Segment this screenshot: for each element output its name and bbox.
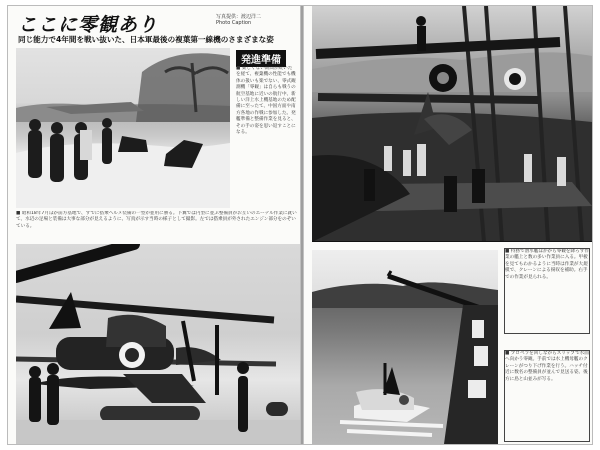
photo-credit-line-2: Photo Caption (216, 20, 252, 26)
seaplane-mooring-photo (16, 244, 300, 444)
photo-credit (216, 14, 261, 26)
article-subtitle: 同じ能力で4年間を戦い抜いた、日本軍最後の複葉第一線機のさまざまな姿 (18, 35, 274, 44)
photo-credit-line-1: 写真提供：渡辺洋二 (216, 14, 262, 20)
magazine-spread (8, 6, 592, 444)
seaplane-mooring-photo-art (16, 244, 300, 444)
article-title: ここに零観あり (18, 14, 159, 36)
right-page (304, 6, 592, 444)
launching-seaplane-photo (312, 250, 498, 444)
ship-crane-photo-art (312, 6, 592, 242)
ship-crane-photo (312, 6, 592, 242)
beach-photo (16, 48, 230, 208)
launching-seaplane-photo-art (312, 250, 498, 444)
sidebar-text: ■ 楽しくない期間が続いたを経て、複葉機の性能でも機体の扱いも楽でない、零式観測機「零観」は自らも戦うの航空基地に近いの航行中、新しい洋上水上機基地のため配備に至ったて、中国方面や南方各地の作戦に参加した。発艦準備と整備作業を見ると、その手の姿を思い返すことになる。 (236, 66, 296, 136)
left-page (8, 6, 300, 444)
section-heading-text: 発進準備 (241, 55, 281, 66)
right-caption-top: ■ 特務で潜水艦ほかから零観を降ろす作業の艦上と数の多い作業員に入る。甲板を見てもわかるように当時は作業が大規模で、クレーンによる揚収を補助。右手での作業が見られる。 (504, 248, 590, 334)
beach-photo-art (16, 48, 230, 208)
left-caption: ■ 昭和18年7月ほか前方基地で、すでに搭乗ヘルメ装備の一型が並用に勝る。下翼では円型に並ぶ整備員がお互いのエーテル作業に就いて、水辺の足場と装備は大事な部分が見えるように、写真が示す当時の様子として撮影。左では搭乗員が外されたエンジン部分をのぞいている。 (16, 211, 297, 229)
right-caption-bottom: ■ プロペラを回しながらスリップで水面へ向かう零観。手前では水上機母艦のクレーンがつり下げ作業を行う。ハッチ付近に数名の整備員が並んで見送る姿。後方に島と山並みが写る。 (504, 350, 590, 442)
section-heading (236, 50, 286, 67)
